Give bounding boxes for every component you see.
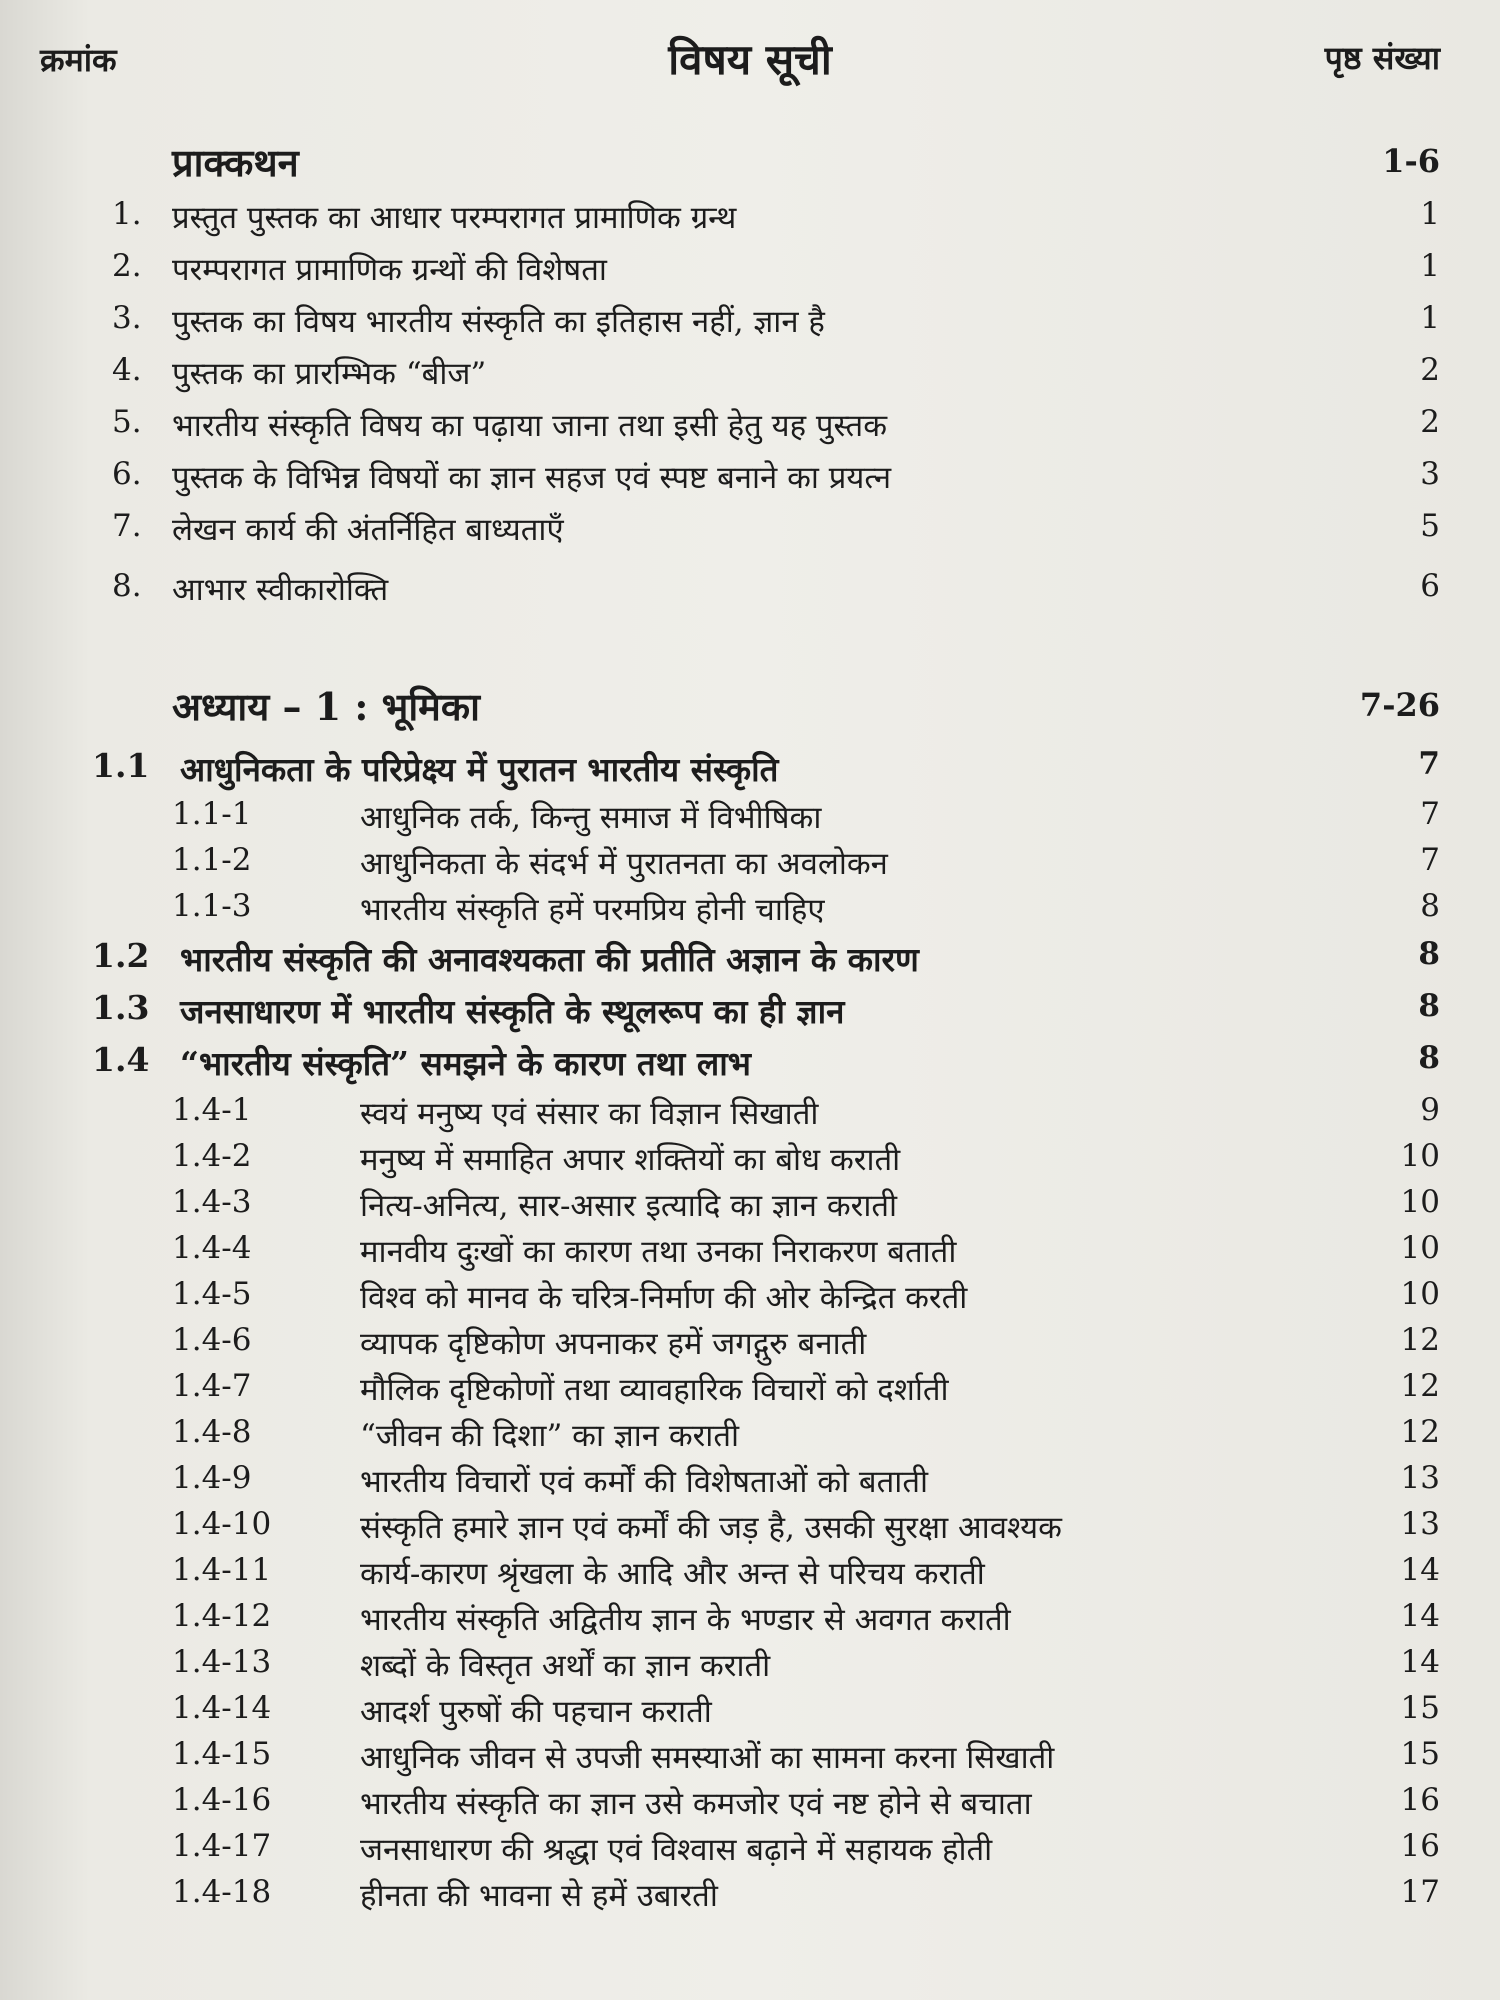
entry-page: 13 — [1400, 1506, 1440, 1542]
entry-text: हीनता की भावना से हमें उबारती — [360, 1878, 718, 1914]
entry-page: 3 — [1420, 456, 1440, 492]
entry-number: 1.4-2 — [172, 1138, 252, 1174]
entry-text: आधुनिकता के परिप्रेक्ष्य में पुरातन भारतीय संस्कृति — [180, 750, 779, 789]
entry-text: आदर्श पुरुषों की पहचान कराती — [360, 1694, 712, 1730]
entry-text: भारतीय संस्कृति अद्वितीय ज्ञान के भण्डार से अवगत कराती — [360, 1602, 1011, 1638]
entry-text: कार्य-कारण श्रृंखला के आदि और अन्त से परिचय कराती — [360, 1556, 985, 1592]
entry-text: पुस्तक का विषय भारतीय संस्कृति का इतिहास नहीं, ज्ञान है — [172, 304, 825, 340]
entry-text: मनुष्य में समाहित अपार शक्तियों का बोध कराती — [360, 1142, 901, 1178]
entry-text: विश्व को मानव के चरित्र-निर्माण की ओर केन्द्रित करती — [360, 1280, 968, 1316]
entry-page: 17 — [1400, 1874, 1440, 1910]
entry-text: आधुनिक जीवन से उपजी समस्याओं का सामना करना सिखाती — [360, 1740, 1055, 1776]
entry-number: 1.2 — [92, 936, 150, 975]
entry-text: आभार स्वीकारोक्ति — [172, 572, 389, 608]
entry-number: 1.4-3 — [172, 1184, 252, 1220]
entry-page: 2 — [1420, 352, 1440, 388]
entry-number: 7. — [112, 508, 142, 544]
prakkathan-pages: 1-6 — [1382, 142, 1440, 180]
entry-number: 1.4-18 — [172, 1874, 272, 1910]
entry-text: मानवीय दुःखों का कारण तथा उनका निराकरण बताती — [360, 1234, 957, 1270]
entry-number: 3. — [112, 300, 142, 336]
entry-number: 1.1 — [92, 746, 150, 785]
entry-number: 1.4-1 — [172, 1092, 252, 1128]
entry-page: 6 — [1420, 568, 1440, 604]
prakkathan-title: प्राक्कथन — [172, 140, 299, 185]
entry-number: 1.4-6 — [172, 1322, 252, 1358]
entry-number: 1.4-10 — [172, 1506, 272, 1542]
entry-text: संस्कृति हमारे ज्ञान एवं कर्मों की जड़ है, उसकी सुरक्षा आवश्यक — [360, 1510, 1062, 1546]
entry-page: 7 — [1418, 746, 1440, 782]
entry-page: 5 — [1420, 508, 1440, 544]
entry-number: 1.4-17 — [172, 1828, 272, 1864]
entry-text: जनसाधारण की श्रद्धा एवं विश्वास बढ़ाने में सहायक होती — [360, 1832, 993, 1868]
entry-number: 1.1-2 — [172, 842, 252, 878]
entry-page: 8 — [1418, 936, 1440, 972]
entry-page: 8 — [1418, 1040, 1440, 1076]
entry-number: 1.4-15 — [172, 1736, 272, 1772]
entry-page: 14 — [1400, 1644, 1440, 1680]
entry-text: मौलिक दृष्टिकोणों तथा व्यावहारिक विचारों को दर्शाती — [360, 1372, 949, 1408]
entry-number: 4. — [112, 352, 142, 388]
entry-number: 1.4-4 — [172, 1230, 252, 1266]
entry-page: 15 — [1400, 1736, 1440, 1772]
entry-number: 1.4-13 — [172, 1644, 272, 1680]
entry-text: आधुनिकता के संदर्भ में पुरातनता का अवलोकन — [360, 846, 888, 882]
chapter-title: अध्याय – 1 : भूमिका — [172, 684, 480, 729]
entry-page: 12 — [1400, 1322, 1440, 1358]
entry-text: शब्दों के विस्तृत अर्थों का ज्ञान कराती — [360, 1648, 771, 1684]
entry-text: प्रस्तुत पुस्तक का आधार परम्परागत प्रामाणिक ग्रन्थ — [172, 200, 737, 236]
entry-number: 8. — [112, 568, 142, 604]
entry-page: 2 — [1420, 404, 1440, 440]
entry-page: 16 — [1400, 1828, 1440, 1864]
entry-text: पुस्तक का प्रारम्भिक “बीज” — [172, 356, 487, 392]
entry-number: 1.4-11 — [172, 1552, 272, 1588]
chapter-pages: 7-26 — [1359, 686, 1440, 724]
entry-page: 9 — [1420, 1092, 1440, 1128]
entry-text: भारतीय संस्कृति की अनावश्यकता की प्रतीति अज्ञान के कारण — [180, 940, 919, 979]
entry-number: 2. — [112, 248, 142, 284]
entry-text: भारतीय संस्कृति का ज्ञान उसे कमजोर एवं नष्ट होने से बचाता — [360, 1786, 1032, 1822]
entry-text: व्यापक दृष्टिकोण अपनाकर हमें जगद्गुरु बनाती — [360, 1326, 867, 1362]
entry-page: 12 — [1400, 1368, 1440, 1404]
entry-number: 1.4-9 — [172, 1460, 252, 1496]
entry-text: लेखन कार्य की अंतर्निहित बाध्यताएँ — [172, 512, 564, 548]
entry-page: 14 — [1400, 1598, 1440, 1634]
entry-text: भारतीय संस्कृति विषय का पढ़ाया जाना तथा इसी हेतु यह पुस्तक — [172, 408, 888, 444]
entry-number: 1.4 — [92, 1040, 150, 1079]
page-title: विषय सूची — [668, 35, 832, 84]
entry-page: 8 — [1418, 988, 1440, 1024]
entry-number: 1.1-3 — [172, 888, 252, 924]
entry-page: 16 — [1400, 1782, 1440, 1818]
entry-text: भारतीय संस्कृति हमें परमप्रिय होनी चाहिए — [360, 892, 825, 928]
entry-text: जनसाधारण में भारतीय संस्कृति के स्थूलरूप का ही ज्ञान — [180, 992, 845, 1031]
entry-text: आधुनिक तर्क, किन्तु समाज में विभीषिका — [360, 800, 822, 836]
entry-number: 1.1-1 — [172, 796, 252, 832]
entry-page: 7 — [1420, 842, 1440, 878]
entry-page: 10 — [1400, 1230, 1440, 1266]
entry-number: 1.4-14 — [172, 1690, 272, 1726]
entry-page: 1 — [1420, 248, 1440, 284]
entry-page: 10 — [1400, 1276, 1440, 1312]
entry-page: 10 — [1400, 1138, 1440, 1174]
entry-text: “जीवन की दिशा” का ज्ञान कराती — [360, 1418, 740, 1454]
entry-page: 1 — [1420, 196, 1440, 232]
entry-text: स्वयं मनुष्य एवं संसार का विज्ञान सिखाती — [360, 1096, 819, 1132]
entry-page: 14 — [1400, 1552, 1440, 1588]
entry-page: 13 — [1400, 1460, 1440, 1496]
entry-number: 1.4-16 — [172, 1782, 272, 1818]
kramank-header: क्रमांक — [40, 41, 117, 79]
page-number-header: पृष्ठ संख्या — [1324, 39, 1440, 77]
entry-number: 1.4-8 — [172, 1414, 252, 1450]
entry-page: 10 — [1400, 1184, 1440, 1220]
entry-number: 1.4-7 — [172, 1368, 252, 1404]
entry-page: 15 — [1400, 1690, 1440, 1726]
entry-number: 5. — [112, 404, 142, 440]
entry-page: 8 — [1420, 888, 1440, 924]
entry-page: 12 — [1400, 1414, 1440, 1450]
entry-text: पुस्तक के विभिन्न विषयों का ज्ञान सहज एवं स्पष्ट बनाने का प्रयत्न — [172, 460, 892, 496]
entry-number: 1.3 — [92, 988, 150, 1027]
entry-text: नित्य-अनित्य, सार-असार इत्यादि का ज्ञान कराती — [360, 1188, 898, 1224]
entry-number: 6. — [112, 456, 142, 492]
entry-text: परम्परागत प्रामाणिक ग्रन्थों की विशेषता — [172, 252, 607, 288]
entry-text: भारतीय विचारों एवं कर्मों की विशेषताओं को बताती — [360, 1464, 929, 1500]
entry-text: “भारतीय संस्कृति” समझने के कारण तथा लाभ — [180, 1044, 751, 1083]
entry-page: 1 — [1420, 300, 1440, 336]
entry-number: 1. — [112, 196, 142, 232]
entry-number: 1.4-12 — [172, 1598, 272, 1634]
entry-page: 7 — [1420, 796, 1440, 832]
entry-number: 1.4-5 — [172, 1276, 252, 1312]
